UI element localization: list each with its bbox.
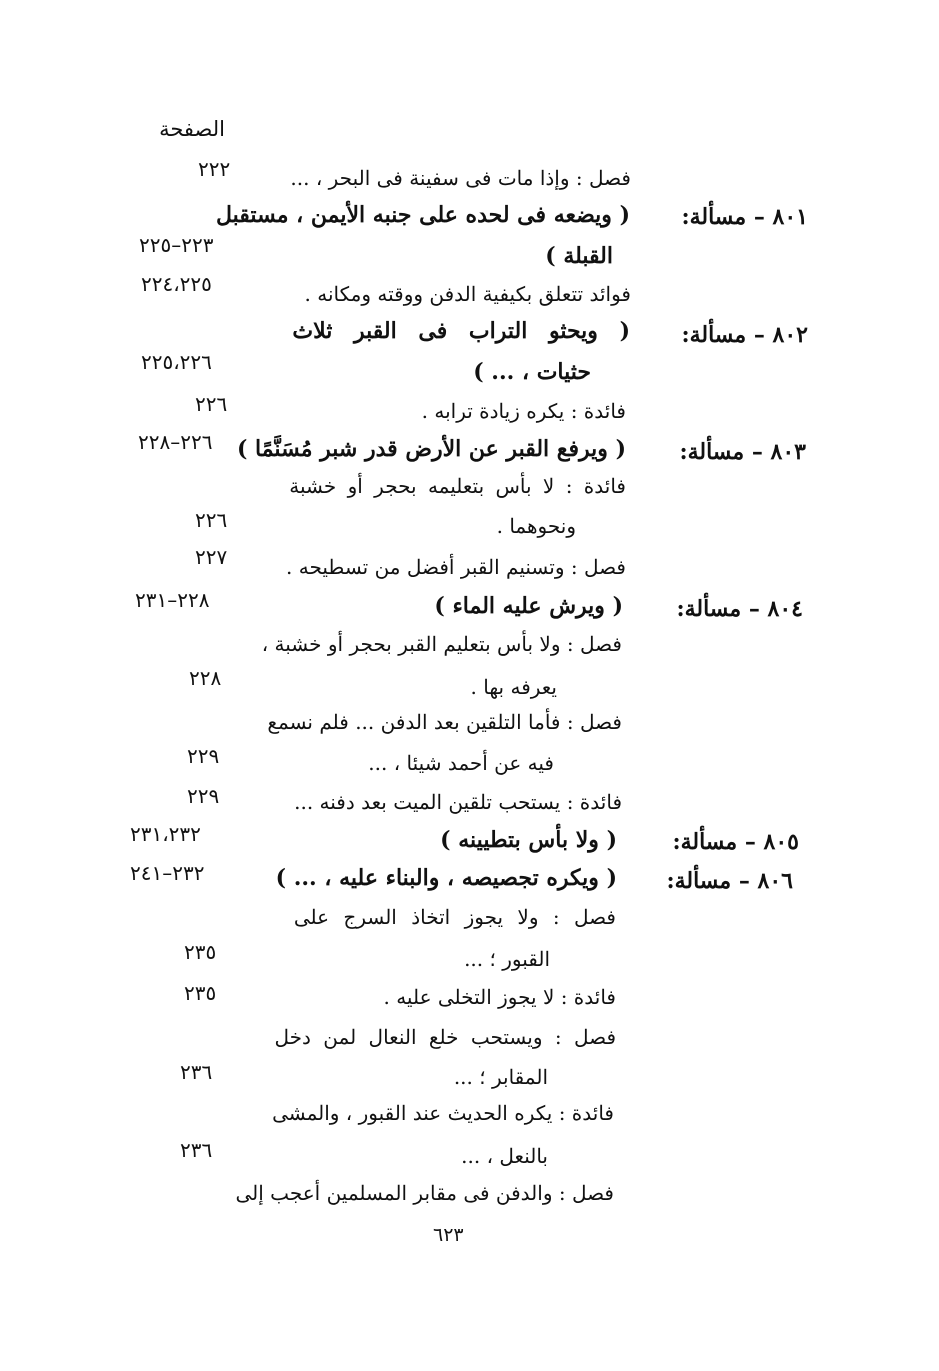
note-entry-text: فائدة : يكره زيادة ترابه . [421, 399, 626, 423]
page-reference: ٢٢٨–٢٣١ [135, 588, 210, 612]
page-reference: ٢٣٦ [180, 1138, 213, 1162]
note-entry-text: فائدة : يكره الحديث عند القبور ، والمشى [272, 1101, 614, 1125]
page-reference: ٢٢٣–٢٢٥ [139, 233, 214, 257]
page-reference: ٢٢٦–٢٢٨ [138, 430, 213, 454]
masala-number-label: ٨٠١ – مسألة: [681, 204, 808, 230]
masala-text-line1: ( ولا بأس بتطيينه ) [440, 827, 617, 853]
note-entry-text: فصل : ولا بأس بتعليم القبر بحجر أو خشبة ، [261, 632, 622, 656]
note-entry-text-line2: القبور ؛ ... [464, 947, 550, 971]
page-reference: ٢٢٩ [187, 784, 220, 808]
note-entry-text: فصل : فأما التلقين بعد الدفن ... فلم نسمع [267, 710, 622, 734]
page-column-header: الصفحة [159, 117, 225, 141]
note-entry-text: فصل : وإذا مات فى سفينة فى البحر ، ... [290, 166, 631, 190]
note-entry-text-line2: المقابر ؛ ... [453, 1065, 548, 1089]
page-reference: ٢٢٩ [187, 744, 220, 768]
note-entry-text: فصل : وتسنيم القبر أفضل من تسطيحه . [286, 555, 626, 579]
page-number-footer: ٦٢٣ [433, 1224, 464, 1246]
page-reference: ٢٣٦ [180, 1060, 213, 1084]
note-entry-text-line2: بالنعل ، ... [461, 1144, 548, 1168]
note-entry-text: فوائد تتعلق بكيفية الدفن ووقته ومكانه . [304, 282, 631, 306]
note-entry-text-line2: ونحوهما . [496, 514, 576, 538]
masala-number-label: ٨٠٦ – مسألة: [666, 868, 793, 894]
masala-text-line2: القبلة ) [545, 243, 613, 269]
note-entry-text: فصل : والدفن فى مقابر المسلمين أعجب إلى [235, 1181, 614, 1205]
note-entry-text: فائدة : يستحب تلقين الميت بعد دفنه ... [294, 790, 622, 814]
masala-text-line1: ( ويرش عليه الماء ) [434, 593, 623, 619]
masala-number-label: ٨٠٢ – مسألة: [681, 322, 808, 348]
note-entry-text-line2: يعرفه بها . [470, 675, 557, 699]
page-reference: ٢٢٧ [195, 545, 228, 569]
note-entry-text: فائدة : لا يجوز التخلى عليه . [383, 985, 616, 1009]
page-reference: ٢٢٦ [195, 392, 228, 416]
page-reference: ٢٢٢ [198, 157, 231, 181]
page-reference: ٢٣٢–٢٤١ [130, 861, 205, 885]
note-entry-text: فصل : ولا يجوز اتخاذ السرج على [293, 905, 616, 929]
page-reference: ٢٣٥ [184, 981, 217, 1005]
masala-number-label: ٨٠٣ – مسألة: [679, 439, 806, 465]
note-entry-text-line2: فيه عن أحمد شيئا ، ... [368, 751, 554, 775]
masala-text-line1: ( ويحثو التراب فى القبر ثلاث [292, 318, 630, 344]
page-reference: ٢٣١،٢٣٢ [130, 822, 201, 846]
page-reference: ٢٢٤،٢٢٥ [141, 272, 212, 296]
masala-text-line2: حثيات ، ... ) [473, 359, 591, 385]
page-reference: ٢٢٥،٢٢٦ [141, 350, 212, 374]
page-reference: ٢٢٨ [189, 666, 222, 690]
masala-text-line1: ( ويرفع القبر عن الأرض قدر شبر مُسَنَّمًا ) [236, 436, 626, 462]
masala-text-line1: ( ويضعه فى لحده على جنبه الأيمن ، مستقبل [216, 202, 630, 228]
masala-number-label: ٨٠٥ – مسألة: [672, 829, 799, 855]
masala-number-label: ٨٠٤ – مسألة: [676, 596, 803, 622]
masala-text-line1: ( ويكره تجصيصه ، والبناء عليه ، ... ) [275, 865, 617, 891]
note-entry-text: فصل : ويستحب خلع النعال لمن دخل [274, 1025, 616, 1049]
page-reference: ٢٣٥ [184, 940, 217, 964]
page-reference: ٢٢٦ [195, 508, 228, 532]
note-entry-text: فائدة : لا بأس بتعليمه بحجر أو خشبة [289, 474, 626, 498]
